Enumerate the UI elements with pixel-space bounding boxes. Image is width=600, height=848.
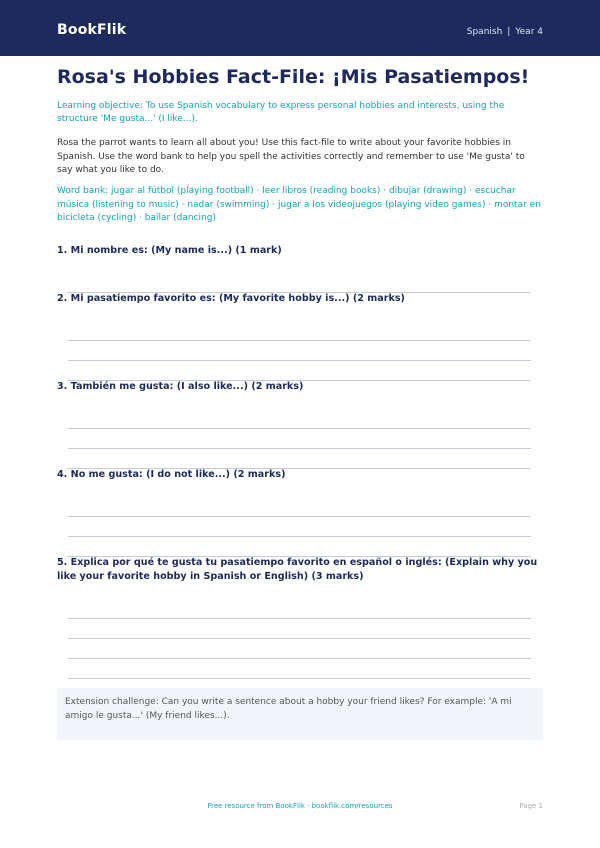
answer-line[interactable] xyxy=(68,516,531,517)
page-title: Rosa's Hobbies Fact-File: ¡Mis Pasatiempos! xyxy=(57,66,530,88)
page-number: Page 1 xyxy=(519,802,543,810)
header-bar xyxy=(0,0,600,56)
extension-challenge-text: Extension challenge: Can you write a sentence about a hobby your friend likes? For example: 'A mi amigo le gusta...' (My friend likes...). xyxy=(65,697,512,721)
answer-line[interactable] xyxy=(68,536,531,537)
word-bank: Word bank: jugar al fútbol (playing football) · leer libros (reading books) · dibujar (drawing) · escuchar música (listening to music) · nadar (swimming) · jugar a los videojuegos (playing video games) · montar en bicicleta (cycling) · bailar (dancing) xyxy=(57,186,541,223)
question-2: 2. Mi pasatiempo favorito es: (My favorite hobby is...) (2 marks) xyxy=(57,293,405,304)
answer-line[interactable] xyxy=(68,618,531,619)
answer-line[interactable] xyxy=(68,340,531,341)
question-4: 4. No me gusta: (I do not like...) (2 marks) xyxy=(57,469,286,480)
year-label: Year 4 xyxy=(515,27,543,37)
intro-text: Rosa the parrot wants to learn all about you! Use this fact-file to write about your favorite hobbies in Spanish. Use the word bank to help you spell the activities correctly and remember to use 'Me gusta' to say what you like to do. xyxy=(57,138,525,175)
subject-year-label xyxy=(467,27,543,37)
extension-challenge-box xyxy=(57,688,543,740)
subject-label: Spanish xyxy=(466,27,503,37)
brand-logo[interactable]: BookFlik xyxy=(57,22,127,38)
answer-line[interactable] xyxy=(68,678,531,679)
answer-line[interactable] xyxy=(68,428,531,429)
question-3: 3. También me gusta: (I also like...) (2 marks) xyxy=(57,381,304,392)
learning-objective: Learning objective: To use Spanish vocabulary to express personal hobbies and interests, using the structure 'Me gusta...' (I like...). xyxy=(57,101,505,124)
footer-source-link[interactable]: Free resource from BookFlik · bookflik.com/resources xyxy=(207,802,393,810)
question-1: 1. Mi nombre es: (My name is...) (1 mark) xyxy=(57,245,282,256)
answer-line[interactable] xyxy=(68,658,531,659)
answer-line[interactable] xyxy=(68,360,531,361)
answer-line[interactable] xyxy=(68,448,531,449)
separator: | xyxy=(507,27,511,37)
question-5: 5. Explica por qué te gusta tu pasatiempo favorito en español o inglés: (Explain why you like your favorite hobby in Spanish or English) (3 marks) xyxy=(57,557,538,582)
answer-line[interactable] xyxy=(68,638,531,639)
